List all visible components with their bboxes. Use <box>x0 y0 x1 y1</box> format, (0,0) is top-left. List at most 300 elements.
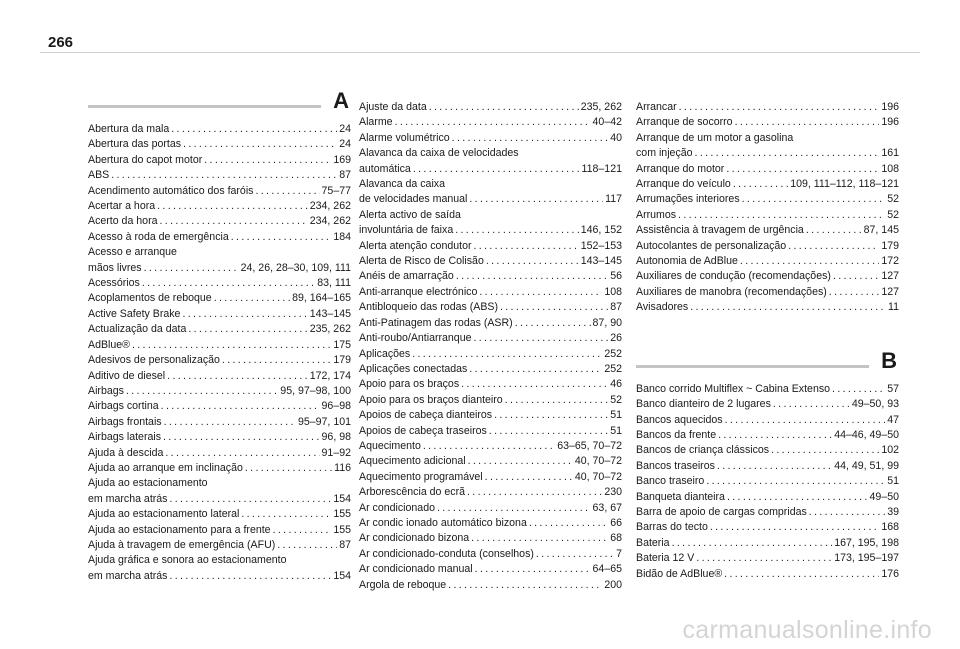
entry-pages: 143–145 <box>309 307 351 320</box>
entry-pages: 235, 262 <box>580 101 622 113</box>
entry-term: Adesivos de personalização <box>88 354 220 367</box>
entry-pages: 47 <box>887 413 899 426</box>
entry-pages: 108 <box>881 162 899 175</box>
index-entry <box>88 338 351 353</box>
entry-term: Arrumações interiores <box>636 193 740 206</box>
entry-term: Bancos traseiros <box>636 459 715 472</box>
index-entry <box>88 137 351 152</box>
entry-pages: 152–153 <box>580 239 622 252</box>
entry-term: Ar condicionado bizona <box>359 532 470 545</box>
entry-pages: 39 <box>887 505 899 518</box>
dot-leader <box>452 131 609 146</box>
entry-pages: 64–65 <box>592 563 622 576</box>
entry-pages: 46 <box>610 378 622 391</box>
entry-pages: 155 <box>333 508 351 521</box>
index-entry <box>636 285 899 300</box>
entry-pages: 95, 97–98, 100 <box>280 384 351 397</box>
entry-pages: 24 <box>339 123 351 135</box>
entry-term: Arrumos <box>636 208 677 221</box>
dot-leader <box>718 428 832 443</box>
section-divider <box>636 365 869 368</box>
entry-term: Bateria <box>636 536 670 549</box>
dot-leader <box>469 362 602 377</box>
dot-leader <box>500 300 608 315</box>
index-list <box>88 122 351 584</box>
index-entry <box>88 430 351 445</box>
index-entry <box>359 439 622 454</box>
dot-leader <box>222 353 331 368</box>
index-entry <box>636 269 899 284</box>
dot-leader <box>474 239 579 254</box>
dot-leader <box>467 485 602 500</box>
index-entry <box>359 470 622 485</box>
dot-leader <box>413 162 580 177</box>
entry-pages: 68 <box>610 532 622 545</box>
index-entry <box>88 569 351 584</box>
index-entry <box>88 507 351 522</box>
entry-pages: 116 <box>334 461 351 474</box>
entry-term: Ajuda ao arranque em inclinação <box>88 461 243 474</box>
entry-pages: 200 <box>604 578 622 591</box>
entry-term: Bancos da frente <box>636 428 717 441</box>
entry-pages: 40, 70–72 <box>574 470 622 483</box>
index-entry <box>636 208 899 223</box>
page-number: 266 <box>48 34 74 51</box>
dot-leader <box>475 562 591 577</box>
section-divider <box>88 105 321 108</box>
entry-term: Banqueta dianteira <box>636 490 725 503</box>
entry-term: Ar condicionado-conduta (conselhos) <box>359 547 534 560</box>
dot-leader <box>163 430 320 445</box>
index-entry <box>359 254 622 269</box>
dot-leader <box>473 331 608 346</box>
index-entry <box>636 536 899 551</box>
header-rule <box>40 52 920 53</box>
entry-pages: 24 <box>339 138 351 151</box>
entry-pages: 127 <box>881 270 899 283</box>
entry-term: Aquecimento adicional <box>359 455 466 468</box>
entry-term: em marcha atrás <box>88 492 168 505</box>
entry-pages: 49–50 <box>869 490 899 503</box>
dot-leader <box>160 214 308 229</box>
entry-term: Apoios de cabeça dianteiros <box>359 409 493 422</box>
dot-leader <box>126 384 278 399</box>
entry-term: Ajuda à descida <box>88 446 164 459</box>
index-entry <box>88 384 351 399</box>
entry-term: Acoplamentos de reboque <box>88 292 212 305</box>
dot-leader <box>164 415 296 430</box>
dot-leader <box>273 523 332 538</box>
index-entry-heading: Alerta activo de saída <box>359 208 461 221</box>
entry-pages: 52 <box>610 393 622 406</box>
index-entry <box>359 192 622 207</box>
index-entry <box>636 382 899 397</box>
entry-term: ABS <box>88 169 110 182</box>
entry-term: Bateria 12 V <box>636 552 695 565</box>
entry-pages: 89, 164–165 <box>292 292 351 305</box>
entry-pages: 179 <box>333 354 351 367</box>
index-entry <box>359 485 622 500</box>
entry-term: Aplicações <box>359 347 411 360</box>
entry-term: Auxiliares de condução (recomendações) <box>636 270 831 283</box>
dot-leader <box>429 100 579 115</box>
dot-leader <box>469 192 603 207</box>
entry-term: Anéis de amarração <box>359 270 454 283</box>
dot-leader <box>733 177 788 192</box>
index-entry <box>636 192 899 207</box>
entry-pages: 161 <box>881 147 899 160</box>
index-entry-heading: Alavanca da caixa <box>359 178 445 191</box>
dot-leader <box>167 369 308 384</box>
dot-leader <box>809 505 885 520</box>
index-entry <box>636 428 899 443</box>
dot-leader <box>742 192 886 207</box>
entry-pages: 63–65, 70–72 <box>557 439 622 452</box>
dot-leader <box>395 115 591 130</box>
entry-pages: 96, 98 <box>321 431 351 444</box>
entry-term: Anti-Patinagem das rodas (ASR) <box>359 316 513 329</box>
index-entry <box>636 551 899 566</box>
index-entry <box>359 578 622 593</box>
entry-term: Apoio para os braços dianteiro <box>359 393 503 406</box>
index-list <box>636 382 899 582</box>
index-entry <box>359 100 622 115</box>
index-entry <box>636 223 899 238</box>
entry-term: Bidão de AdBlue® <box>636 567 723 580</box>
entry-pages: 87, 90 <box>592 316 622 329</box>
index-entry-heading: Arranque de um motor a gasolina <box>636 131 794 144</box>
entry-pages: 252 <box>604 362 622 375</box>
entry-pages: 87 <box>610 301 622 314</box>
index-entry <box>88 369 351 384</box>
entry-term: Ajuste da data <box>359 101 427 113</box>
entry-pages: 167, 195, 198 <box>834 536 899 549</box>
index-entry <box>88 523 351 538</box>
index-entry <box>636 397 899 412</box>
entry-term: Banco dianteiro de 2 lugares <box>636 398 771 411</box>
index-entry <box>636 459 899 474</box>
dot-leader <box>437 501 591 516</box>
index-column-3 <box>636 100 899 582</box>
entry-pages: 146, 152 <box>580 224 622 237</box>
entry-term: Argola de reboque <box>359 578 447 591</box>
entry-pages: 83, 111 <box>317 277 351 290</box>
dot-leader <box>169 492 331 507</box>
entry-pages: 154 <box>333 569 351 582</box>
entry-term: Anti-arranque electrónico <box>359 285 478 298</box>
index-entry <box>88 322 351 337</box>
entry-pages: 175 <box>333 338 351 351</box>
entry-term: Acertar a hora <box>88 200 156 213</box>
index-entry-heading: Ajuda ao estacionamento <box>88 477 208 490</box>
dot-leader <box>724 567 879 582</box>
entry-pages: 155 <box>333 523 351 536</box>
index-entry <box>88 538 351 553</box>
entry-pages: 40 <box>610 131 622 144</box>
entry-term: Airbags cortina <box>88 400 159 413</box>
dot-leader <box>773 397 850 412</box>
entry-term: Banco corrido Multiflex ~ Cabina Extenso <box>636 382 831 395</box>
entry-term: Autonomia de AdBlue <box>636 255 738 268</box>
entry-term: Anti-roubo/Antiarranque <box>359 332 472 345</box>
entry-term: Bancos de criança clássicos <box>636 444 770 457</box>
index-entry <box>359 347 622 362</box>
dot-leader <box>157 199 308 214</box>
entry-term: AdBlue® <box>88 338 130 351</box>
index-entry <box>359 239 622 254</box>
section-header-b <box>636 347 899 382</box>
index-entry <box>88 353 351 368</box>
index-entry-heading: Acesso e arranque <box>88 246 177 259</box>
entry-term: Banco traseiro <box>636 475 705 488</box>
index-entry <box>88 214 351 229</box>
entry-pages: 75–77 <box>321 184 351 197</box>
dot-leader <box>188 322 307 337</box>
entry-term: Aquecimento <box>359 439 421 452</box>
dot-leader <box>183 137 337 152</box>
entry-pages: 26 <box>610 332 622 345</box>
index-entry <box>88 153 351 168</box>
dot-leader <box>231 230 332 245</box>
entry-pages: 63, 67 <box>592 501 622 514</box>
index-entry <box>636 413 899 428</box>
dot-leader <box>486 254 579 269</box>
entry-pages: 51 <box>610 424 622 437</box>
entry-pages: 91–92 <box>321 446 351 459</box>
index-entry <box>636 567 899 582</box>
entry-term: Avisadores <box>636 301 689 314</box>
index-entry <box>359 408 622 423</box>
entry-term: Auxiliares de manobra (recomendações) <box>636 285 827 298</box>
index-entry <box>636 490 899 505</box>
entry-pages: 196 <box>881 116 899 129</box>
dot-leader <box>468 454 573 469</box>
index-entry <box>88 168 351 183</box>
dot-leader <box>471 531 608 546</box>
entry-pages: 154 <box>333 492 351 505</box>
index-entry <box>359 562 622 577</box>
entry-pages: 40–42 <box>592 116 622 129</box>
entry-pages: 127 <box>881 285 899 298</box>
dot-leader <box>456 269 608 284</box>
index-entry <box>359 269 622 284</box>
index-entry <box>359 285 622 300</box>
entry-term: Ar condicionado <box>359 501 435 514</box>
index-entry <box>636 177 899 192</box>
section-letter: A <box>333 88 349 113</box>
entry-pages: 52 <box>887 208 899 221</box>
index-entry-heading: Alavanca da caixa de velocidades <box>359 147 519 160</box>
index-entry <box>359 454 622 469</box>
entry-term: Ajuda ao estacionamento para a frente <box>88 523 271 536</box>
index-entry <box>636 100 899 115</box>
dot-leader <box>479 285 602 300</box>
dot-leader <box>695 146 880 161</box>
entry-pages: 179 <box>881 239 899 252</box>
index-entry <box>636 254 899 269</box>
entry-pages: 234, 262 <box>309 200 351 213</box>
index-entry <box>88 122 351 137</box>
index-entry <box>359 501 622 516</box>
dot-leader <box>678 208 885 223</box>
dot-leader <box>529 516 608 531</box>
entry-term: Acendimento automático dos faróis <box>88 184 254 197</box>
dot-leader <box>735 115 880 130</box>
entry-term: Ajuda à travagem de emergência (AFU) <box>88 538 276 551</box>
dot-leader <box>423 439 555 454</box>
dot-leader <box>169 569 331 584</box>
entry-term: Abertura das portas <box>88 138 182 151</box>
dot-leader <box>255 184 319 199</box>
dot-leader <box>448 578 602 593</box>
dot-leader <box>771 443 879 458</box>
index-entry <box>88 399 351 414</box>
index-entry <box>359 131 622 146</box>
entry-term: Airbags laterais <box>88 431 162 444</box>
entry-pages: 51 <box>887 475 899 488</box>
entry-term: Arranque de socorro <box>636 116 733 129</box>
index-entry <box>359 223 622 238</box>
entry-term: Alarme volumétrico <box>359 131 450 144</box>
dot-leader <box>710 520 879 535</box>
index-entry <box>636 520 899 535</box>
entry-term: Abertura do capot motor <box>88 153 203 166</box>
index-entry <box>636 239 899 254</box>
entry-pages: 11 <box>888 301 899 314</box>
dot-leader <box>740 254 879 269</box>
entry-term: Arrancar <box>636 101 677 113</box>
entry-term: Aquecimento programável <box>359 470 483 483</box>
index-entry <box>359 331 622 346</box>
entry-term: Acessórios <box>88 277 140 290</box>
dot-leader <box>165 446 319 461</box>
entry-term: Airbags <box>88 384 124 397</box>
entry-pages: 176 <box>881 567 899 580</box>
dot-leader <box>788 239 879 254</box>
entry-term: Assistência à travagem de urgência <box>636 224 804 237</box>
index-entry <box>88 291 351 306</box>
entry-pages: 169 <box>333 153 351 166</box>
entry-term: Actualização da data <box>88 323 187 336</box>
dot-leader <box>455 223 579 238</box>
entry-pages: 56 <box>610 270 622 283</box>
entry-pages: 168 <box>881 521 899 534</box>
dot-leader <box>489 424 608 439</box>
entry-term: com injeção <box>636 147 693 160</box>
dot-leader <box>727 490 868 505</box>
entry-term: mãos livres <box>88 261 142 274</box>
dot-leader <box>144 261 239 276</box>
entry-pages: 172 <box>881 255 899 268</box>
entry-pages: 87 <box>339 538 351 551</box>
dot-leader <box>245 461 332 476</box>
dot-leader <box>829 285 880 300</box>
entry-term: Alerta atenção condutor <box>359 239 472 252</box>
index-entry <box>359 531 622 546</box>
index-entry <box>88 276 351 291</box>
dot-leader <box>505 393 609 408</box>
dot-leader <box>696 551 832 566</box>
entry-pages: 102 <box>881 444 899 457</box>
entry-term: Abertura da mala <box>88 123 170 135</box>
dot-leader <box>690 300 886 315</box>
entry-pages: 234, 262 <box>309 215 351 228</box>
entry-term: Airbags frontais <box>88 415 162 428</box>
index-entry <box>359 362 622 377</box>
dot-leader <box>515 316 591 331</box>
entry-pages: 109, 111–112, 118–121 <box>790 178 899 191</box>
index-entry <box>636 300 899 315</box>
entry-term: Bancos aquecidos <box>636 413 723 426</box>
entry-pages: 235, 262 <box>309 323 351 336</box>
entry-pages: 252 <box>604 347 622 360</box>
entry-pages: 108 <box>604 285 622 298</box>
dot-leader <box>806 223 862 238</box>
dot-leader <box>461 377 608 392</box>
entry-pages: 51 <box>610 409 622 422</box>
dot-leader <box>717 459 832 474</box>
dot-leader <box>832 382 885 397</box>
dot-leader <box>412 347 602 362</box>
index-entry <box>88 307 351 322</box>
entry-pages: 172, 174 <box>309 369 351 382</box>
entry-pages: 44, 49, 51, 99 <box>834 459 899 472</box>
index-entry <box>636 162 899 177</box>
entry-pages: 57 <box>887 382 899 395</box>
entry-term: Acesso à roda de emergência <box>88 230 229 243</box>
index-list <box>636 100 899 316</box>
dot-leader <box>277 538 337 553</box>
entry-term: Ar condicionado manual <box>359 563 473 576</box>
index-entry <box>636 443 899 458</box>
entry-term: Aditivo de diesel <box>88 369 166 382</box>
index-entry <box>88 461 351 476</box>
entry-term: involuntária de faixa <box>359 224 454 237</box>
dot-leader <box>494 408 608 423</box>
dot-leader <box>182 307 307 322</box>
dot-leader <box>833 269 879 284</box>
index-entry <box>636 146 899 161</box>
entry-term: Aplicações conectadas <box>359 362 468 375</box>
dot-leader <box>204 153 331 168</box>
entry-term: Antibloqueio das rodas (ABS) <box>359 301 498 314</box>
dot-leader <box>111 168 337 183</box>
index-column-1 <box>88 88 351 584</box>
entry-pages: 117 <box>605 193 622 206</box>
entry-pages: 24, 26, 28–30, 109, 111 <box>240 261 351 274</box>
index-entry <box>636 505 899 520</box>
entry-pages: 118–121 <box>581 162 622 175</box>
entry-term: Arranque do veículo <box>636 178 731 191</box>
entry-term: Alerta de Risco de Colisão <box>359 255 484 268</box>
entry-pages: 87, 145 <box>863 224 899 237</box>
index-entry <box>359 393 622 408</box>
index-entry <box>88 492 351 507</box>
watermark: carmanualsonline.info <box>682 616 932 644</box>
index-list <box>359 100 622 593</box>
entry-term: Apoio para os braços <box>359 378 460 391</box>
entry-term: de velocidades manual <box>359 193 468 206</box>
entry-pages: 52 <box>887 193 899 206</box>
index-entry <box>636 474 899 489</box>
index-entry <box>359 424 622 439</box>
index-entry <box>359 547 622 562</box>
dot-leader <box>679 100 880 115</box>
index-entry <box>359 377 622 392</box>
index-entry <box>88 261 351 276</box>
entry-term: Ajuda ao estacionamento lateral <box>88 508 240 521</box>
entry-pages: 66 <box>610 516 622 529</box>
